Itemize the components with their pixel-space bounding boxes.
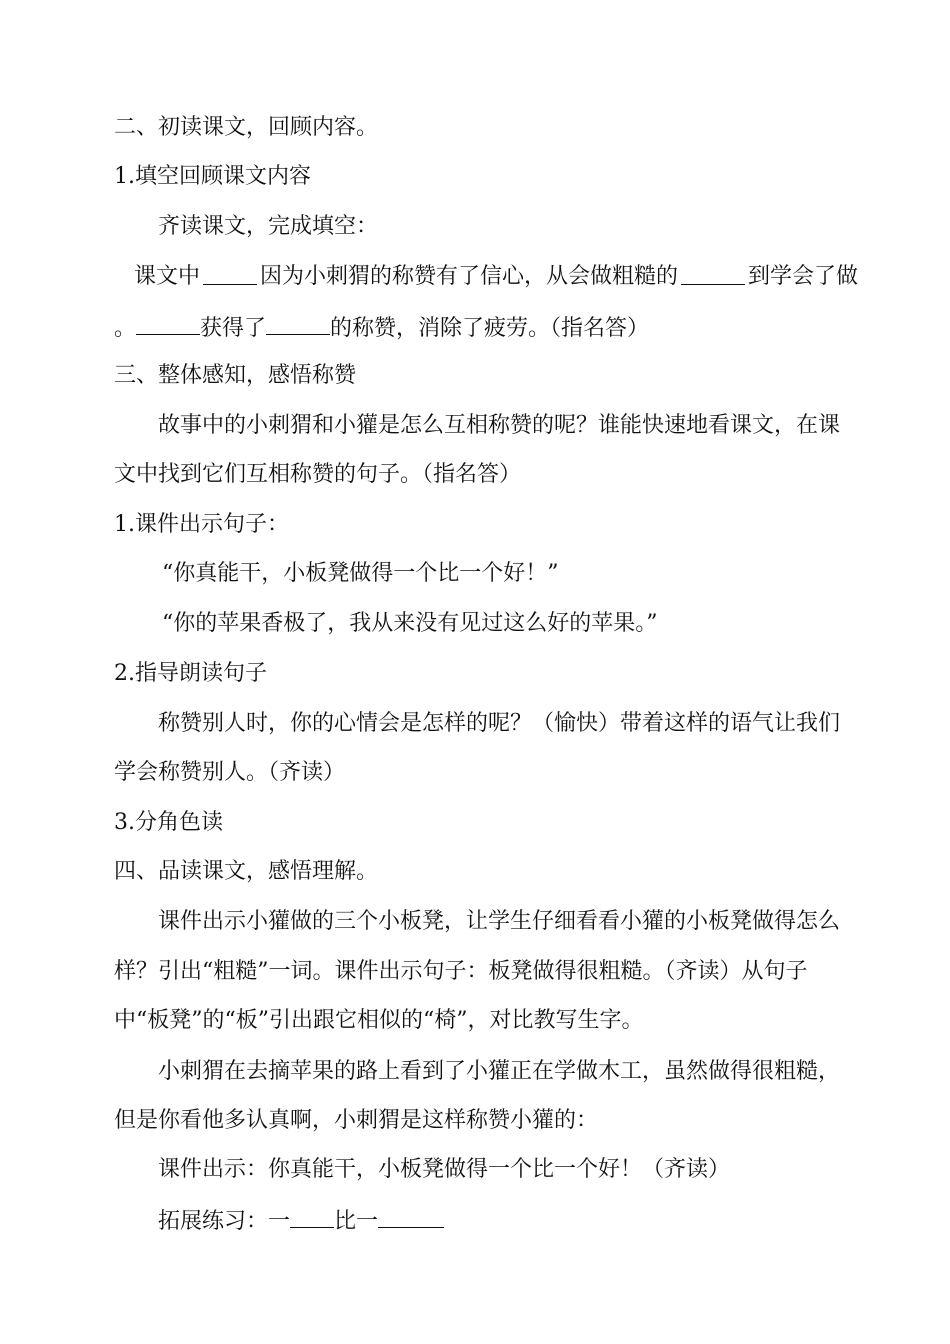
instruction-text: 齐读课文，完成填空： xyxy=(158,214,379,239)
item-heading-1: 1.填空回顾课文内容 xyxy=(114,164,311,189)
fill-text: 的称赞，消除了疲劳。（指名答） xyxy=(330,316,650,341)
paragraph-line: 故事中的小刺猬和小獾是怎么互相称赞的呢？谁能快速地看课文，在课 xyxy=(158,413,841,438)
fill-text: 到学会了做 xyxy=(747,264,858,289)
paragraph-line: 但是你看他多认真啊，小刺猬是这样称赞小獾的： xyxy=(114,1108,599,1133)
fill-text: 获得了 xyxy=(200,316,267,341)
extension-exercise xyxy=(158,1205,898,1237)
blank-field xyxy=(203,262,257,285)
paragraph-line: 文中找到它们互相称赞的句子。（指名答） xyxy=(114,462,522,487)
blank-field xyxy=(378,1205,444,1228)
fill-text: 因为小刺猬的称赞有了信心，从会做粗糙的 xyxy=(259,264,678,289)
fill-blank-line-1 xyxy=(134,262,858,292)
exercise-text: 拓展练习：一 xyxy=(158,1209,291,1234)
blank-field xyxy=(266,312,330,335)
section-heading-4: 四、品读课文，感悟理解。 xyxy=(114,859,379,884)
paragraph-line: 中“板凳”的“板”引出跟它相似的“椅”，对比教写生字。 xyxy=(114,1008,644,1033)
paragraph-line: 课件出示：你真能干，小板凳做得一个比一个好！（齐读） xyxy=(158,1157,731,1182)
fill-blank-line-2 xyxy=(114,312,854,344)
exercise-text: 比一 xyxy=(334,1209,379,1234)
item-heading-2: 2.指导朗读句子 xyxy=(114,661,267,686)
paragraph-line: 样？引出“粗糙”一词。课件出示句子：板凳做得很粗糙。（齐读）从句子 xyxy=(114,959,808,984)
item-heading-3: 3.分角色读 xyxy=(114,810,223,835)
paragraph-line: 学会称赞别人。（齐读） xyxy=(114,760,346,785)
blank-field xyxy=(290,1205,334,1228)
quote-sentence: “你的苹果香极了，我从来没有见过这么好的苹果。” xyxy=(162,611,658,636)
quote-sentence: “你真能干，小板凳做得一个比一个好！” xyxy=(162,561,559,586)
section-heading-3: 三、整体感知，感悟称赞 xyxy=(114,363,357,388)
blank-field xyxy=(136,312,200,335)
paragraph-line: 小刺猬在去摘苹果的路上看到了小獾正在学做木工，虽然做得很粗糙， xyxy=(158,1059,841,1084)
fill-text: 课文中 xyxy=(134,264,201,289)
paragraph-line: 称赞别人时，你的心情会是怎样的呢？（愉快）带着这样的语气让我们 xyxy=(158,711,841,736)
paragraph-line: 课件出示小獾做的三个小板凳，让学生仔细看看小獾的小板凳做得怎么 xyxy=(158,909,841,934)
section-heading-2: 二、初读课文，回顾内容。 xyxy=(114,115,379,140)
fill-text: 。 xyxy=(114,316,137,341)
item-heading-1: 1.课件出示句子： xyxy=(114,512,289,537)
blank-field xyxy=(681,262,745,285)
